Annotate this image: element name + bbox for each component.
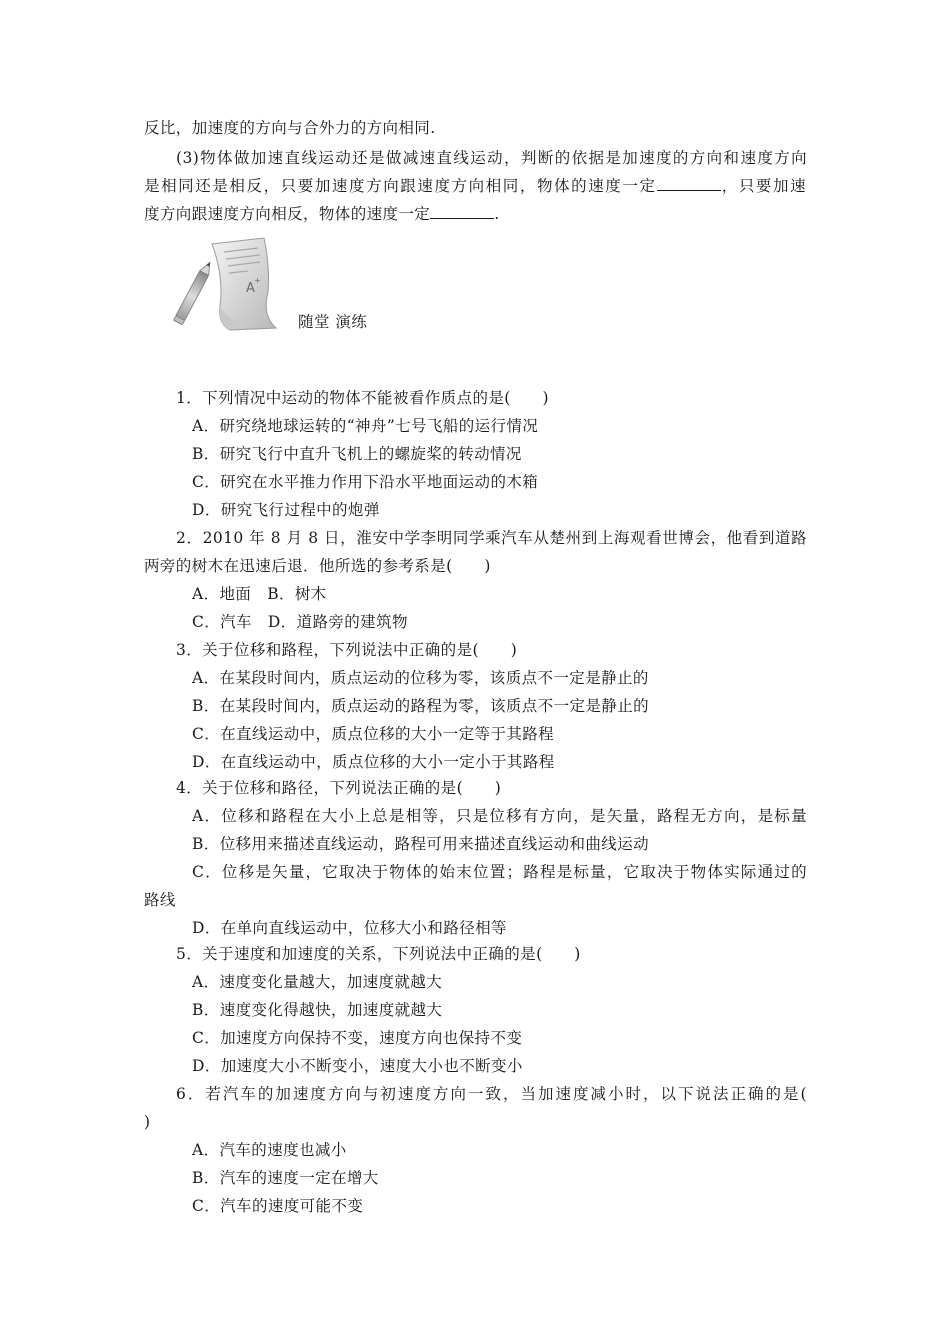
question-4-option-a: A．位移和路程在大小上总是相等，只是位移有方向，是矢量，路程无方向，是标量 [192,807,807,825]
question-6-option-c: C．汽车的速度可能不变 [192,1197,364,1215]
question-3-option-d: D．在直线运动中，质点位移的大小一定小于其路程 [192,753,555,771]
intro-line-4-tail: . [494,205,500,223]
intro-line-2: (3)物体做加速直线运动还是做减速直线运动，判断的依据是加速度的方向和速度方向 [176,149,807,167]
svg-text:+: + [254,276,261,285]
question-4-option-d: D．在单向直线运动中，位移大小和路径相等 [192,919,507,937]
question-6-stem-line-1: 6．若汽车的加速度方向与初速度方向一致，当加速度减小时，以下说法正确的是( [176,1085,807,1103]
question-4-option-c: C．位移是矢量，它取决于物体的始末位置；路程是标量，它取决于物体实际通过的 [192,863,807,881]
intro-line-4-text: 度方向跟速度方向相反，物体的速度一定 [144,205,431,223]
question-4-stem: 4．关于位移和路径，下列说法正确的是( ) [176,779,502,797]
answer-blank [657,176,721,191]
question-1-option-b: B．研究飞行中直升飞机上的螺旋桨的转动情况 [192,445,522,463]
answer-blank [430,204,494,219]
question-3-stem: 3．关于位移和路程，下列说法中正确的是( ) [176,641,518,659]
question-3-option-a: A．在某段时间内，质点运动的位移为零，该质点不一定是静止的 [192,669,649,687]
paper-and-pencil-icon [172,236,282,332]
question-6-stem-line-2: ) [144,1113,151,1131]
question-5-option-a: A．速度变化量越大，加速度就越大 [192,973,443,991]
intro-line-3-tail: ，只要加速 [720,177,806,195]
question-5-option-b: B．速度变化得越快，加速度就越大 [192,1001,443,1019]
question-3-option-b: B．在某段时间内，质点运动的路程为零，该质点不一定是静止的 [192,697,649,715]
question-4-option-b: B．位移用来描述直线运动，路程可用来描述直线运动和曲线运动 [192,835,649,853]
question-5-option-d: D．加速度大小不断变小，速度大小也不断变小 [192,1057,523,1075]
question-3-option-c: C．在直线运动中，质点位移的大小一定等于其路程 [192,725,555,743]
svg-text:A: A [246,281,255,296]
question-2-stem-line-1: 2．2010 年 8 月 8 日，淮安中学李明同学乘汽车从楚州到上海观看世博会，他看到道路 [176,529,807,547]
question-1-option-c: C．研究在水平推力作用下沿水平地面运动的木箱 [192,473,539,491]
question-1-option-d: D．研究飞行过程中的炮弹 [192,501,380,519]
intro-line-3-text: 是相同还是相反，只要加速度方向跟速度方向相同，物体的速度一定 [144,177,657,195]
question-2-option-ab: A．地面 B．树木 [192,585,327,603]
intro-line-1: 反比，加速度的方向与合外力的方向相同. [144,119,436,137]
question-2-stem-line-2: 两旁的树木在迅速后退．他所选的参考系是( ) [144,557,491,575]
question-4-option-c-continued: 路线 [144,891,176,909]
question-1-stem: 1．下列情况中运动的物体不能被看作质点的是( ) [176,389,549,407]
intro-line-4 [144,204,500,224]
question-5-option-c: C．加速度方向保持不变，速度方向也保持不变 [192,1029,523,1047]
question-6-option-b: B．汽车的速度一定在增大 [192,1169,379,1187]
question-6-option-a: A．汽车的速度也减小 [192,1141,347,1159]
section-title: 随堂 演练 [298,313,368,331]
question-1-option-a: A．研究绕地球运转的“神舟”七号飞船的运行情况 [192,417,539,435]
question-5-stem: 5．关于速度和加速度的关系，下列说法中正确的是( ) [176,945,581,963]
intro-line-3 [144,176,806,196]
question-2-option-cd: C．汽车 D．道路旁的建筑物 [192,613,408,631]
